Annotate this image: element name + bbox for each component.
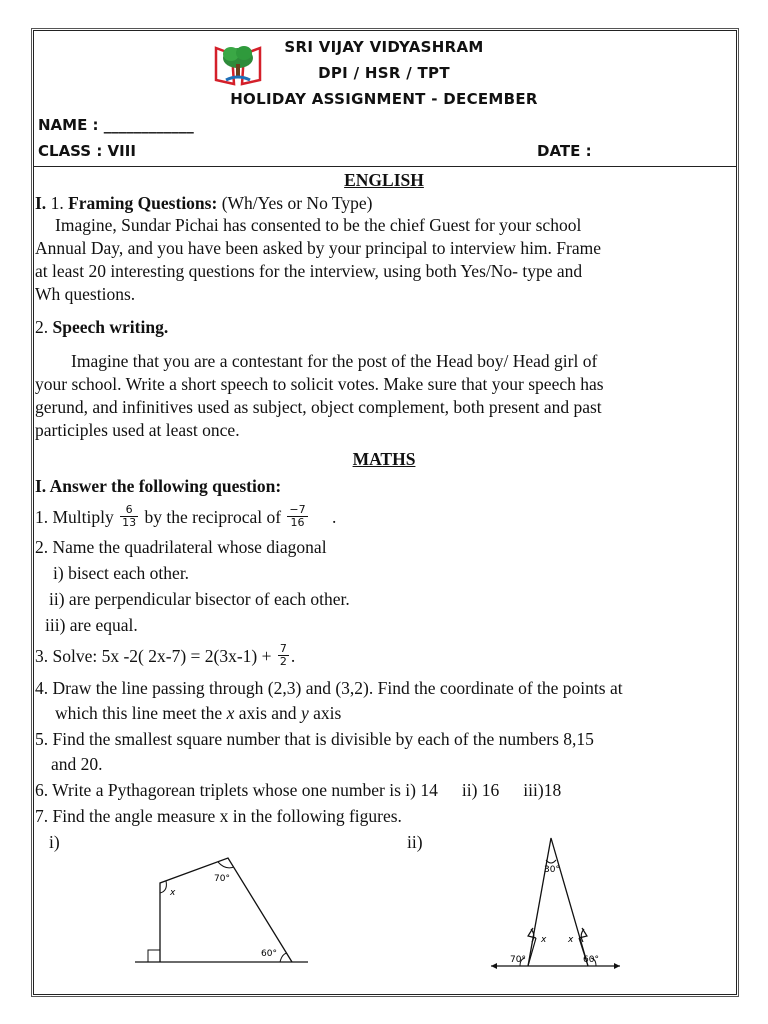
name-field: NAME : ____________ [38,116,194,134]
maths-q6 [35,779,561,801]
maths-q5-line2: and 20. [51,754,103,774]
date-field: DATE : [537,142,592,160]
class-field: CLASS : VIII [38,142,136,160]
q1-period: . [332,507,337,527]
section-number: I. [35,193,47,213]
maths-q2-iii: iii) are equal. [45,615,138,635]
question-title: Speech writing. [52,317,169,337]
q4-text: axis and [234,703,301,723]
q4-text: axis [308,703,342,723]
maths-q7: 7. Find the angle measure x in the following figures. [35,806,402,826]
figure-1-quadrilateral [130,850,315,970]
figure-2-angle-70: 70° [510,955,526,965]
q6-option-ii: ii) 16 [461,780,500,800]
q6-option-iii: iii)18 [523,780,562,800]
figure-1-angle-60: 60° [261,949,277,959]
q3-text: 3. Solve: 5x -2( 2x-7) = 2(3x-1) + [35,646,272,666]
paragraph-line: your school. Write a short speech to solicit votes. Make sure that your speech has [35,374,604,394]
english-q2-title [35,316,168,338]
maths-q1 [35,503,337,531]
question-title: Framing Questions: [68,193,218,213]
q4-var-y: y [300,703,309,723]
maths-heading: MATHS [352,449,416,469]
denominator: 2 [279,655,287,669]
paragraph-line: at least 20 interesting questions for the interview, using both Yes/No- type and [35,261,583,281]
maths-q4-line2 [55,702,341,724]
paragraph-line: Wh questions. [35,284,136,304]
numerator: −7 [289,503,306,517]
question-number: 2. [35,317,49,337]
figure-2-label: ii) [407,832,423,852]
fraction-7-2 [278,643,289,668]
q3-period: . [290,646,296,666]
q6-text: 6. Write a Pythagorean triplets whose one number is i) 14 [35,780,438,800]
question-number: 1. [50,193,64,213]
figure-2-angle-30: 30° [544,865,560,875]
figure-2-angle-x-right: x [568,935,574,945]
maths-q2-ii: ii) are perpendicular bisector of each other. [49,589,350,609]
fraction-neg7-16 [287,504,307,529]
english-heading: ENGLISH [344,170,424,190]
q1-text: by the reciprocal of [144,507,282,527]
denominator: 16 [290,516,305,530]
numerator: 7 [279,642,287,656]
question-type: (Wh/Yes or No Type) [221,193,373,213]
numerator: 6 [120,504,138,517]
maths-q3 [35,642,296,670]
header-divider [34,166,736,167]
school-name: SRI VIJAY VIDYASHRAM [284,38,484,56]
figure-2-angle-60: 60° [583,955,599,965]
paragraph-line: gerund, and infinitives used as subject, object complement, both present and past [35,397,602,417]
maths-q5-line1: 5. Find the smallest square number that is divisible by each of the numbers 8,15 [35,729,594,749]
denominator: 13 [122,516,137,530]
paragraph-line: Annual Day, and you have been asked by your principal to interview him. Frame [35,238,601,258]
maths-q2: 2. Name the quadrilateral whose diagonal [35,537,327,557]
figure-1-angle-70: 70° [214,874,230,884]
q4-var-x: x [226,703,235,723]
school-branches: DPI / HSR / TPT [318,64,450,82]
figure-2-kite [488,832,623,974]
figure-2-angle-x-left: x [541,935,547,945]
maths-q2-i: i) bisect each other. [53,563,190,583]
assignment-title: HOLIDAY ASSIGNMENT - DECEMBER [230,90,538,108]
paragraph-line: Imagine that you are a contestant for the post of the Head boy/ Head girl of [71,351,598,371]
english-q1-title [35,192,372,214]
figure-1-angle-x: x [170,888,176,898]
maths-instruction: I. Answer the following question: [35,476,282,496]
q4-text: which this line meet the [55,703,227,723]
maths-q4-line1: 4. Draw the line passing through (2,3) and (3,2). Find the coordinate of the points at [35,678,623,698]
q1-text: 1. Multiply [35,507,114,527]
paragraph-line: Imagine, Sundar Pichai has consented to be the chief Guest for your school [55,215,582,235]
figure-1-label: i) [49,832,60,852]
fraction-6-13 [120,504,138,529]
paragraph-line: participles used at least once. [35,420,240,440]
